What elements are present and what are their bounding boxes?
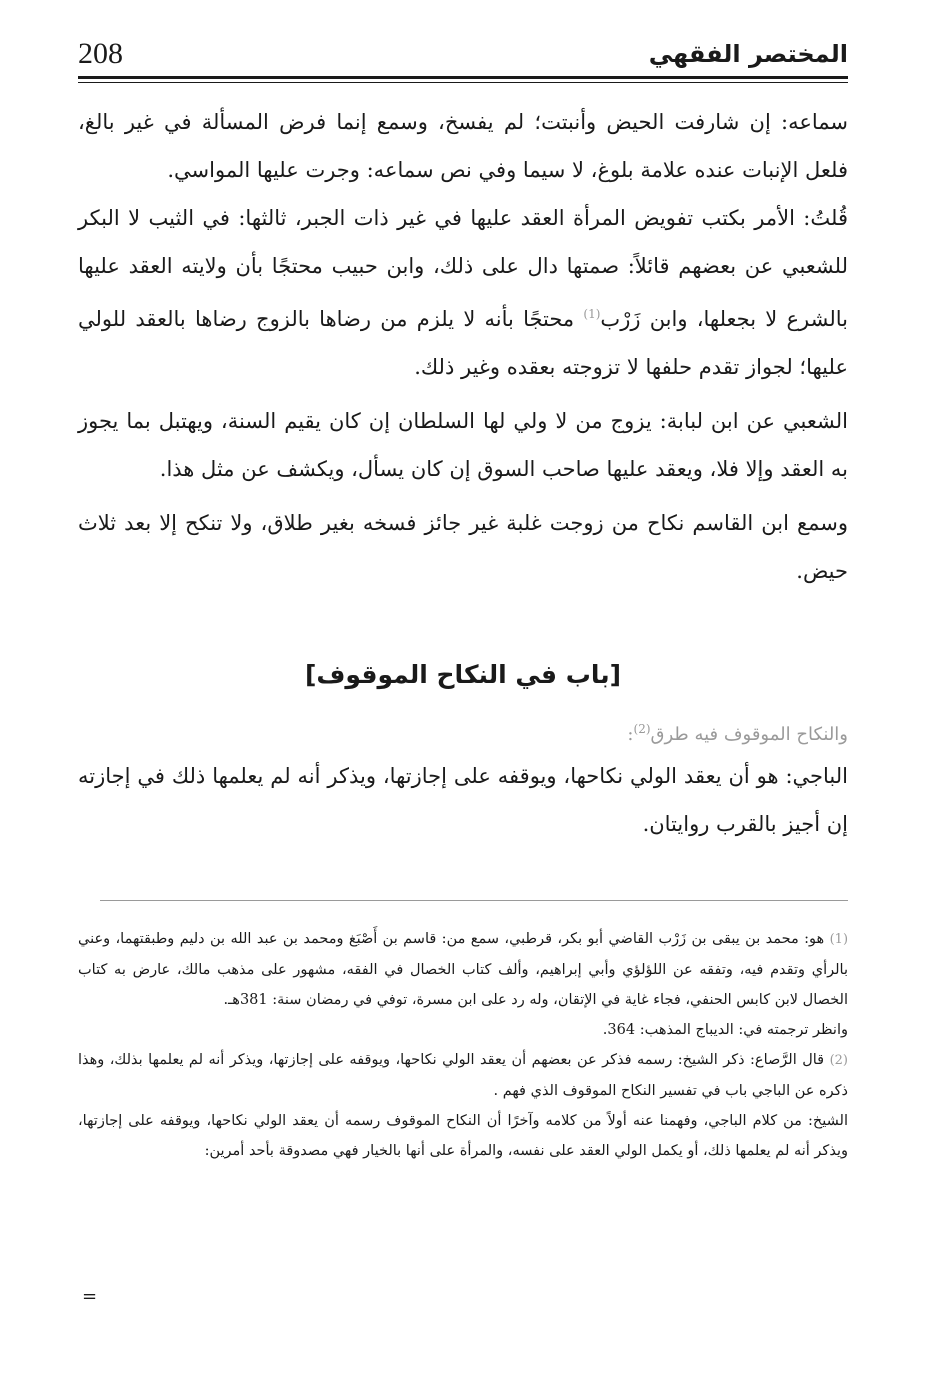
- footnote-1-marker: (1): [829, 932, 849, 947]
- page-header: [78, 34, 848, 74]
- paragraph-4: وسمع ابن القاسم نكاح من زوجت غلبة غير جائز فسخه بغير طلاق، ولا تنكح إلا بعد ثلاث حيض.: [78, 511, 848, 583]
- faded-text: والنكاح الموقوف فيه طرق: [650, 724, 848, 745]
- footnote-2-marker: (2): [829, 1053, 848, 1068]
- footnotes: [78, 924, 848, 1166]
- page-number: 208: [78, 37, 123, 70]
- footnote-ref-1: (1): [583, 307, 601, 321]
- header-rule-thick: [78, 76, 848, 79]
- footnote-1: [78, 924, 848, 1015]
- footnote-2: [78, 1045, 848, 1106]
- paragraph-1: سماعه: إن شارفت الحيض وأنبتت؛ لم يفسخ، وسمع إنما فرض المسألة في غير بالغ، فلعل الإنبات عنده علامة بلوغ، لا سيما وفي نص سماعه: وجرت عليها المواسي.: [78, 110, 848, 182]
- footnote-divider: [100, 900, 848, 901]
- paragraph-5: الباجي: هو أن يعقد الولي نكاحها، ويوقفه على إجازتها، ويذكر أنه لم يعلمها ذلك في إجازته إن أجيز بالقرب روايتان.: [78, 764, 848, 836]
- paragraph-2-end: محتجًا بأنه لا يلزم من رضاها بالزوج رضاها بالعقد للولي عليها؛ لجواز تقدم حلفها لا تزوجته بعقده وغير ذلك.: [78, 307, 848, 379]
- faded-line: [78, 722, 848, 745]
- faded-colon: :: [627, 724, 634, 745]
- section-title: [باب في النكاح الموقوف]: [304, 660, 622, 689]
- paragraph-3: الشعبي عن ابن لبابة: يزوج من لا ولي لها السلطان إن كان يقيم السنة، ويهتبل بما يجوز به العقد وإلا فلا، ويعقد عليها صاحب السوق إن كان يسأل، ويكشف عن مثل هذا.: [78, 409, 848, 481]
- continuation-mark: =: [82, 1286, 98, 1307]
- paragraph-2-start: قُلتُ: الأمر بكتب تفويض المرأة العقد عليها في غير ذات الجبر، ثالثها: في الثيب لا البكر للشعبي عن بعضهم قائلاً: صمتها دال على ذلك، وابن حبيب محتجًا بأن ولايته العقد عليها بالشرع لا بجعلها، وابن زَرْب: [78, 206, 848, 331]
- footnote-1-reference: وانظر ترجمته في: الديباج المذهب: 364.: [602, 1022, 848, 1038]
- section-text: [78, 752, 848, 848]
- footnote-2-continued: الشيخ: من كلام الباجي، وفهمنا عنه أولاً من كلامه وآخرًا أن النكاح الموقوف رسمه أن يعقد الولي نكاحها، ويوقفه على إجازتها، ويذكر أنه لم يعلمها ذلك، أو يكمل الولي العقد على نفسه، والمرأة على أنها بالخيار فهي مصدوقة بأحد أمرين:: [78, 1113, 849, 1159]
- main-text: [78, 98, 848, 601]
- paragraph-2: [78, 194, 848, 391]
- footnote-2-text: قال الرَّصاع: ذكر الشيخ: رسمه فذكر عن بعضهم أن يعقد الولي نكاحها، ويوقفه على إجازتها، ويذكر أنه لم يعلمها بذلك، وهذا ذكره عن الباجي باب في تفسير النكاح الموقوف الذي فهم .: [78, 1052, 848, 1099]
- footnote-ref-2: (2): [633, 722, 651, 736]
- running-title: المختصر الفقهي: [648, 40, 848, 68]
- footnote-1-text: هو: محمد بن يبقى بن زَرْب القاضي أبو بكر، قرطبي، سمع من: قاسم بن أَصْبَغ ومحمد بن عبد الله بن دليم وطبقتهما، وعني بالرأي وتقدم فيه، وتفقه عن اللؤلؤي وأبي إبراهيم، وألف كتاب الخصال في الفقه، مشهور على مذهب مالك، عارض به كتاب الخصال لابن كابس الحنفي، فجاء غاية في الإتقان، وله رد على ابن مسرة، توفي في رمضان سنة: 381هـ.: [78, 931, 848, 1008]
- header-rule-thin: [78, 82, 848, 83]
